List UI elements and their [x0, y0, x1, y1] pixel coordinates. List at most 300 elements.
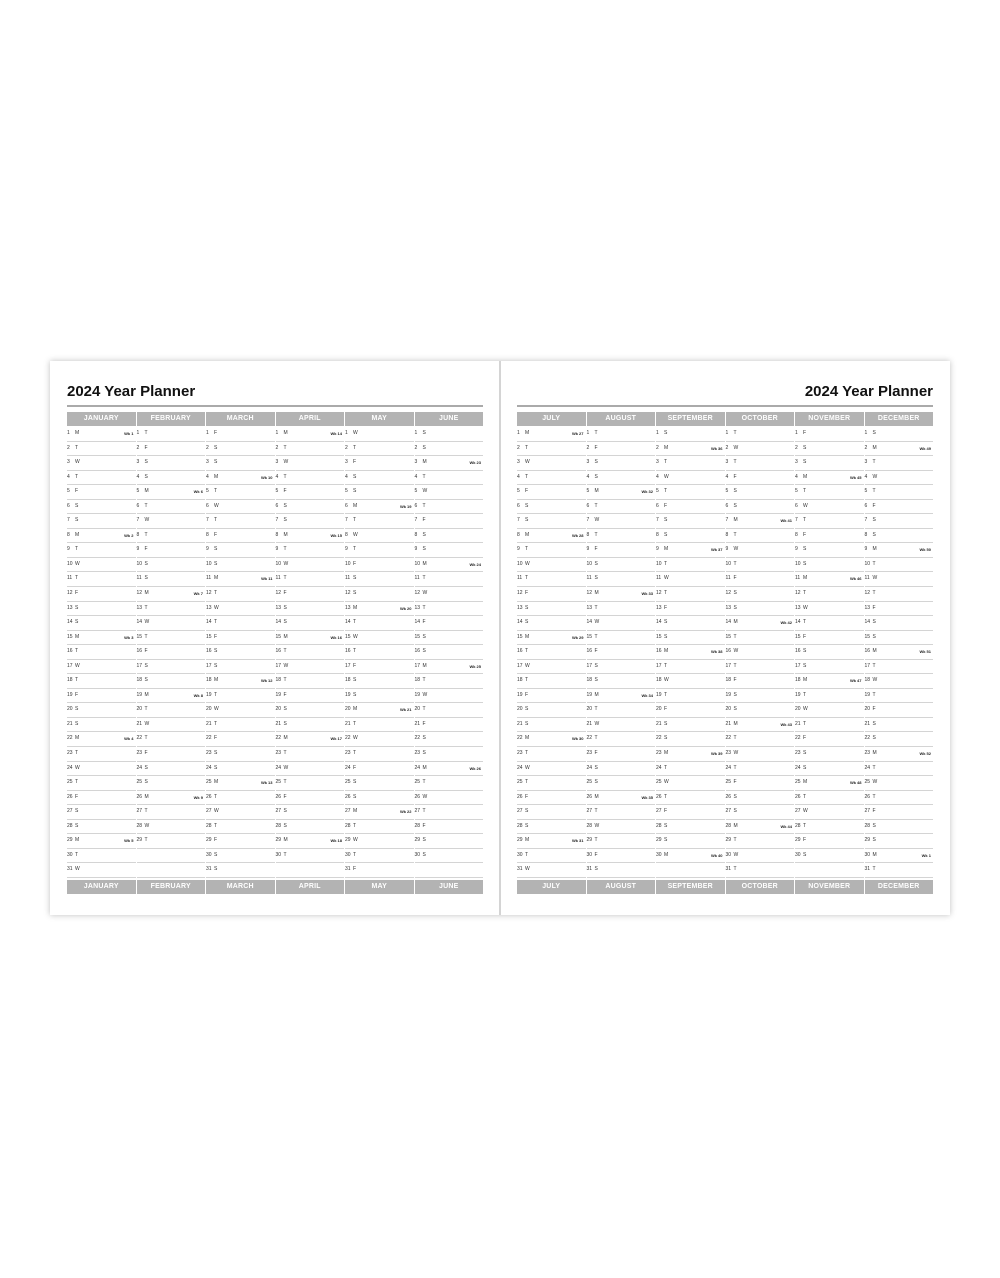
day-cell[interactable] [795, 776, 864, 791]
day-cell[interactable] [276, 689, 345, 704]
day-cell[interactable] [865, 805, 934, 820]
day-cell[interactable] [587, 602, 656, 617]
day-cell[interactable] [415, 442, 484, 457]
day-cell[interactable] [67, 674, 136, 689]
day-cell[interactable] [656, 485, 725, 500]
day-cell[interactable] [795, 485, 864, 500]
day-cell[interactable] [587, 485, 656, 500]
day-cell[interactable] [726, 485, 795, 500]
day-cell[interactable] [656, 776, 725, 791]
day-cell[interactable] [865, 718, 934, 733]
day-cell[interactable] [656, 718, 725, 733]
day-cell[interactable] [415, 674, 484, 689]
day-cell[interactable] [137, 500, 206, 515]
day-cell[interactable] [865, 631, 934, 646]
day-cell[interactable] [276, 631, 345, 646]
day-cell[interactable] [795, 660, 864, 675]
day-cell[interactable] [726, 674, 795, 689]
day-cell[interactable] [795, 442, 864, 457]
day-cell[interactable] [865, 543, 934, 558]
day-cell[interactable] [67, 471, 136, 486]
day-cell[interactable] [726, 805, 795, 820]
day-cell[interactable] [865, 558, 934, 573]
day-cell[interactable] [865, 703, 934, 718]
day-cell[interactable] [587, 543, 656, 558]
day-cell[interactable] [67, 747, 136, 762]
day-cell[interactable] [345, 849, 414, 864]
day-cell[interactable] [345, 660, 414, 675]
empty-day-cell[interactable] [795, 863, 864, 878]
day-cell[interactable] [517, 849, 586, 864]
day-cell[interactable] [795, 718, 864, 733]
day-cell[interactable] [587, 674, 656, 689]
day-cell[interactable] [587, 762, 656, 777]
day-cell[interactable] [67, 558, 136, 573]
day-cell[interactable] [67, 514, 136, 529]
day-cell[interactable] [415, 456, 484, 471]
day-cell[interactable] [276, 485, 345, 500]
day-cell[interactable] [345, 674, 414, 689]
day-cell[interactable] [67, 427, 136, 442]
day-cell[interactable] [726, 660, 795, 675]
day-cell[interactable] [415, 529, 484, 544]
day-cell[interactable] [137, 805, 206, 820]
day-cell[interactable] [137, 703, 206, 718]
day-cell[interactable] [726, 863, 795, 878]
day-cell[interactable] [587, 500, 656, 515]
day-cell[interactable] [587, 776, 656, 791]
day-cell[interactable] [345, 689, 414, 704]
day-cell[interactable] [517, 820, 586, 835]
day-cell[interactable] [865, 762, 934, 777]
day-cell[interactable] [137, 558, 206, 573]
day-cell[interactable] [795, 820, 864, 835]
day-cell[interactable] [656, 442, 725, 457]
day-cell[interactable] [656, 674, 725, 689]
day-cell[interactable] [656, 791, 725, 806]
day-cell[interactable] [726, 587, 795, 602]
day-cell[interactable] [206, 674, 275, 689]
day-cell[interactable] [726, 442, 795, 457]
day-cell[interactable] [865, 776, 934, 791]
day-cell[interactable] [345, 776, 414, 791]
day-cell[interactable] [517, 616, 586, 631]
day-cell[interactable] [795, 732, 864, 747]
day-cell[interactable] [726, 776, 795, 791]
day-cell[interactable] [206, 689, 275, 704]
day-cell[interactable] [656, 834, 725, 849]
day-cell[interactable] [67, 543, 136, 558]
day-cell[interactable] [137, 572, 206, 587]
day-cell[interactable] [67, 732, 136, 747]
day-cell[interactable] [795, 703, 864, 718]
day-cell[interactable] [865, 427, 934, 442]
day-cell[interactable] [415, 631, 484, 646]
day-cell[interactable] [726, 762, 795, 777]
day-cell[interactable] [587, 587, 656, 602]
day-cell[interactable] [67, 805, 136, 820]
day-cell[interactable] [587, 572, 656, 587]
day-cell[interactable] [137, 718, 206, 733]
day-cell[interactable] [656, 456, 725, 471]
day-cell[interactable] [67, 863, 136, 878]
day-cell[interactable] [276, 805, 345, 820]
day-cell[interactable] [795, 689, 864, 704]
day-cell[interactable] [206, 718, 275, 733]
day-cell[interactable] [67, 776, 136, 791]
day-cell[interactable] [517, 471, 586, 486]
day-cell[interactable] [206, 442, 275, 457]
day-cell[interactable] [587, 689, 656, 704]
day-cell[interactable] [656, 645, 725, 660]
day-cell[interactable] [795, 587, 864, 602]
day-cell[interactable] [865, 820, 934, 835]
day-cell[interactable] [415, 849, 484, 864]
day-cell[interactable] [517, 645, 586, 660]
day-cell[interactable] [345, 762, 414, 777]
day-cell[interactable] [345, 631, 414, 646]
day-cell[interactable] [137, 689, 206, 704]
day-cell[interactable] [67, 500, 136, 515]
day-cell[interactable] [656, 820, 725, 835]
day-cell[interactable] [517, 500, 586, 515]
day-cell[interactable] [587, 863, 656, 878]
day-cell[interactable] [415, 776, 484, 791]
day-cell[interactable] [656, 762, 725, 777]
day-cell[interactable] [795, 805, 864, 820]
day-cell[interactable] [517, 747, 586, 762]
day-cell[interactable] [137, 732, 206, 747]
day-cell[interactable] [137, 543, 206, 558]
day-cell[interactable] [587, 471, 656, 486]
day-cell[interactable] [415, 485, 484, 500]
day-cell[interactable] [517, 762, 586, 777]
day-cell[interactable] [587, 456, 656, 471]
day-cell[interactable] [865, 863, 934, 878]
day-cell[interactable] [415, 732, 484, 747]
day-cell[interactable] [67, 587, 136, 602]
day-cell[interactable] [137, 514, 206, 529]
day-cell[interactable] [726, 500, 795, 515]
day-cell[interactable] [137, 602, 206, 617]
day-cell[interactable] [656, 471, 725, 486]
day-cell[interactable] [206, 456, 275, 471]
day-cell[interactable] [206, 732, 275, 747]
day-cell[interactable] [656, 558, 725, 573]
day-cell[interactable] [206, 529, 275, 544]
day-cell[interactable] [137, 456, 206, 471]
day-cell[interactable] [206, 660, 275, 675]
day-cell[interactable] [517, 834, 586, 849]
day-cell[interactable] [795, 674, 864, 689]
day-cell[interactable] [67, 442, 136, 457]
day-cell[interactable] [276, 543, 345, 558]
day-cell[interactable] [587, 791, 656, 806]
day-cell[interactable] [517, 660, 586, 675]
day-cell[interactable] [587, 631, 656, 646]
day-cell[interactable] [656, 616, 725, 631]
day-cell[interactable] [345, 456, 414, 471]
day-cell[interactable] [67, 718, 136, 733]
day-cell[interactable] [345, 485, 414, 500]
day-cell[interactable] [345, 543, 414, 558]
day-cell[interactable] [67, 456, 136, 471]
day-cell[interactable] [795, 572, 864, 587]
day-cell[interactable] [517, 543, 586, 558]
day-cell[interactable] [587, 732, 656, 747]
day-cell[interactable] [726, 631, 795, 646]
day-cell[interactable] [67, 572, 136, 587]
day-cell[interactable] [795, 791, 864, 806]
day-cell[interactable] [345, 863, 414, 878]
empty-day-cell[interactable] [276, 863, 345, 878]
day-cell[interactable] [587, 805, 656, 820]
empty-day-cell[interactable] [415, 863, 484, 878]
day-cell[interactable] [656, 631, 725, 646]
day-cell[interactable] [587, 820, 656, 835]
day-cell[interactable] [345, 747, 414, 762]
day-cell[interactable] [206, 587, 275, 602]
day-cell[interactable] [137, 471, 206, 486]
day-cell[interactable] [587, 834, 656, 849]
day-cell[interactable] [67, 849, 136, 864]
day-cell[interactable] [865, 456, 934, 471]
day-cell[interactable] [726, 572, 795, 587]
day-cell[interactable] [795, 616, 864, 631]
day-cell[interactable] [517, 442, 586, 457]
day-cell[interactable] [517, 703, 586, 718]
day-cell[interactable] [137, 442, 206, 457]
day-cell[interactable] [587, 747, 656, 762]
day-cell[interactable] [865, 747, 934, 762]
day-cell[interactable] [276, 616, 345, 631]
day-cell[interactable] [206, 543, 275, 558]
day-cell[interactable] [276, 776, 345, 791]
day-cell[interactable] [206, 427, 275, 442]
day-cell[interactable] [587, 616, 656, 631]
day-cell[interactable] [345, 500, 414, 515]
day-cell[interactable] [415, 689, 484, 704]
day-cell[interactable] [415, 805, 484, 820]
day-cell[interactable] [415, 471, 484, 486]
day-cell[interactable] [656, 587, 725, 602]
day-cell[interactable] [517, 602, 586, 617]
day-cell[interactable] [276, 762, 345, 777]
day-cell[interactable] [345, 442, 414, 457]
day-cell[interactable] [206, 471, 275, 486]
day-cell[interactable] [67, 660, 136, 675]
day-cell[interactable] [206, 747, 275, 762]
day-cell[interactable] [345, 572, 414, 587]
day-cell[interactable] [345, 529, 414, 544]
day-cell[interactable] [345, 514, 414, 529]
day-cell[interactable] [276, 500, 345, 515]
day-cell[interactable] [656, 602, 725, 617]
day-cell[interactable] [795, 500, 864, 515]
day-cell[interactable] [137, 616, 206, 631]
day-cell[interactable] [587, 849, 656, 864]
day-cell[interactable] [206, 791, 275, 806]
day-cell[interactable] [517, 732, 586, 747]
day-cell[interactable] [137, 747, 206, 762]
day-cell[interactable] [137, 645, 206, 660]
day-cell[interactable] [345, 587, 414, 602]
day-cell[interactable] [415, 543, 484, 558]
day-cell[interactable] [206, 631, 275, 646]
day-cell[interactable] [865, 834, 934, 849]
day-cell[interactable] [795, 645, 864, 660]
day-cell[interactable] [206, 834, 275, 849]
day-cell[interactable] [415, 791, 484, 806]
day-cell[interactable] [276, 456, 345, 471]
day-cell[interactable] [865, 791, 934, 806]
day-cell[interactable] [137, 820, 206, 835]
day-cell[interactable] [206, 776, 275, 791]
day-cell[interactable] [726, 849, 795, 864]
day-cell[interactable] [276, 645, 345, 660]
day-cell[interactable] [137, 776, 206, 791]
day-cell[interactable] [67, 791, 136, 806]
day-cell[interactable] [415, 834, 484, 849]
day-cell[interactable] [656, 747, 725, 762]
day-cell[interactable] [656, 572, 725, 587]
day-cell[interactable] [137, 427, 206, 442]
day-cell[interactable] [865, 674, 934, 689]
day-cell[interactable] [795, 849, 864, 864]
day-cell[interactable] [415, 718, 484, 733]
day-cell[interactable] [865, 645, 934, 660]
day-cell[interactable] [726, 703, 795, 718]
day-cell[interactable] [137, 674, 206, 689]
day-cell[interactable] [206, 805, 275, 820]
day-cell[interactable] [726, 558, 795, 573]
day-cell[interactable] [656, 427, 725, 442]
day-cell[interactable] [726, 820, 795, 835]
day-cell[interactable] [795, 456, 864, 471]
day-cell[interactable] [345, 805, 414, 820]
day-cell[interactable] [345, 602, 414, 617]
day-cell[interactable] [415, 587, 484, 602]
day-cell[interactable] [206, 602, 275, 617]
day-cell[interactable] [865, 602, 934, 617]
day-cell[interactable] [67, 485, 136, 500]
day-cell[interactable] [67, 820, 136, 835]
day-cell[interactable] [656, 805, 725, 820]
day-cell[interactable] [415, 616, 484, 631]
day-cell[interactable] [137, 834, 206, 849]
day-cell[interactable] [276, 572, 345, 587]
day-cell[interactable] [137, 660, 206, 675]
day-cell[interactable] [795, 762, 864, 777]
day-cell[interactable] [795, 543, 864, 558]
day-cell[interactable] [726, 471, 795, 486]
day-cell[interactable] [276, 703, 345, 718]
day-cell[interactable] [345, 834, 414, 849]
day-cell[interactable] [517, 456, 586, 471]
day-cell[interactable] [587, 660, 656, 675]
day-cell[interactable] [206, 703, 275, 718]
day-cell[interactable] [587, 718, 656, 733]
day-cell[interactable] [67, 529, 136, 544]
day-cell[interactable] [137, 631, 206, 646]
day-cell[interactable] [656, 689, 725, 704]
day-cell[interactable] [726, 456, 795, 471]
day-cell[interactable] [865, 485, 934, 500]
day-cell[interactable] [795, 471, 864, 486]
day-cell[interactable] [276, 820, 345, 835]
day-cell[interactable] [865, 471, 934, 486]
day-cell[interactable] [865, 660, 934, 675]
day-cell[interactable] [865, 849, 934, 864]
day-cell[interactable] [415, 747, 484, 762]
day-cell[interactable] [795, 529, 864, 544]
empty-day-cell[interactable] [137, 863, 206, 878]
day-cell[interactable] [865, 689, 934, 704]
day-cell[interactable] [206, 849, 275, 864]
day-cell[interactable] [726, 732, 795, 747]
day-cell[interactable] [276, 791, 345, 806]
day-cell[interactable] [587, 427, 656, 442]
day-cell[interactable] [345, 558, 414, 573]
day-cell[interactable] [587, 645, 656, 660]
day-cell[interactable] [276, 660, 345, 675]
day-cell[interactable] [67, 645, 136, 660]
day-cell[interactable] [276, 732, 345, 747]
day-cell[interactable] [415, 703, 484, 718]
day-cell[interactable] [726, 689, 795, 704]
day-cell[interactable] [795, 602, 864, 617]
day-cell[interactable] [206, 558, 275, 573]
day-cell[interactable] [137, 485, 206, 500]
day-cell[interactable] [67, 762, 136, 777]
day-cell[interactable] [415, 427, 484, 442]
day-cell[interactable] [587, 514, 656, 529]
day-cell[interactable] [795, 834, 864, 849]
day-cell[interactable] [276, 849, 345, 864]
day-cell[interactable] [865, 732, 934, 747]
day-cell[interactable] [345, 616, 414, 631]
day-cell[interactable] [656, 514, 725, 529]
day-cell[interactable] [67, 616, 136, 631]
day-cell[interactable] [345, 703, 414, 718]
day-cell[interactable] [587, 703, 656, 718]
day-cell[interactable] [795, 747, 864, 762]
day-cell[interactable] [726, 645, 795, 660]
day-cell[interactable] [67, 689, 136, 704]
day-cell[interactable] [517, 485, 586, 500]
day-cell[interactable] [415, 500, 484, 515]
day-cell[interactable] [795, 631, 864, 646]
day-cell[interactable] [415, 660, 484, 675]
day-cell[interactable] [517, 427, 586, 442]
day-cell[interactable] [276, 834, 345, 849]
day-cell[interactable] [865, 514, 934, 529]
day-cell[interactable] [67, 703, 136, 718]
day-cell[interactable] [865, 500, 934, 515]
day-cell[interactable] [587, 442, 656, 457]
day-cell[interactable] [206, 500, 275, 515]
day-cell[interactable] [206, 485, 275, 500]
day-cell[interactable] [865, 572, 934, 587]
day-cell[interactable] [726, 747, 795, 762]
day-cell[interactable] [415, 514, 484, 529]
empty-day-cell[interactable] [656, 863, 725, 878]
day-cell[interactable] [865, 616, 934, 631]
day-cell[interactable] [415, 602, 484, 617]
day-cell[interactable] [656, 500, 725, 515]
day-cell[interactable] [517, 791, 586, 806]
empty-day-cell[interactable] [137, 849, 206, 864]
